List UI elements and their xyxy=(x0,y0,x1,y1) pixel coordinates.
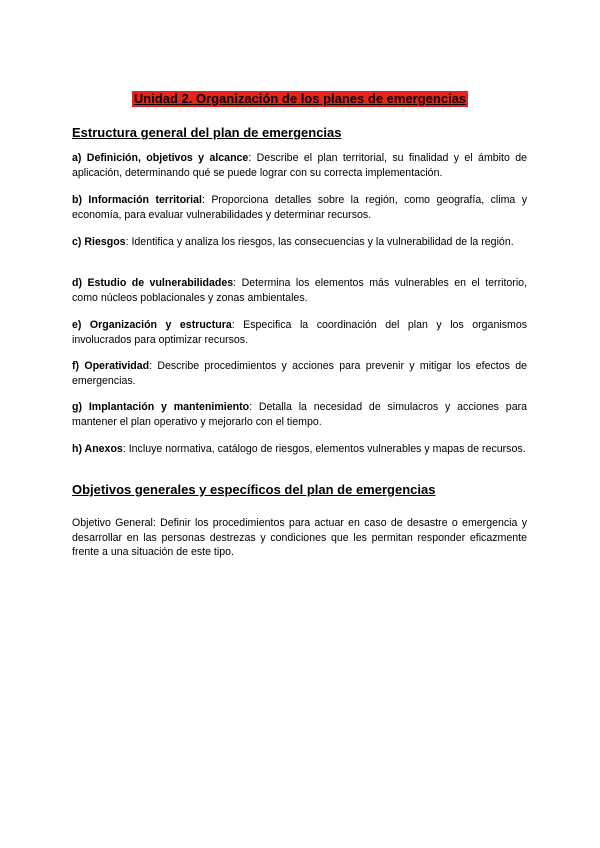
item-term: c) Riesgos xyxy=(72,236,126,248)
list-item: d) Estudio de vulnerabilidades: Determina los elementos más vulnerables en el territorio, como núcleos poblacionales y zonas ambientales. xyxy=(72,277,528,304)
item-term: e) Organización y estructura xyxy=(72,319,232,331)
section-heading-objectives: Objetivos generales y específicos del plan de emergencias xyxy=(72,482,436,497)
item-text: Describe procedimientos y acciones para prevenir y mitigar los efectos de emergencias. xyxy=(72,360,527,387)
item-term: a) Definición, objetivos y alcance xyxy=(72,152,249,164)
list-item: b) Información territorial: Proporciona detalles sobre la región, como geografía, clima y economía, para evaluar vulnerabilidades y determinar recursos. xyxy=(72,194,527,221)
item-text: Identifica y analiza los riesgos, las consecuencias y la vulnerabilidad de la región. xyxy=(131,236,514,248)
item-text: Describe el plan territorial, su finalidad y el ámbito de aplicación, determinando qué se puede lograr con su correcta implementación. xyxy=(72,152,528,179)
list-item: c) Riesgos: Identifica y analiza los riesgos, las consecuencias y la vulnerabilidad de la región. xyxy=(72,236,514,248)
item-term: d) Estudio de vulnerabilidades xyxy=(72,277,234,289)
page-title: Unidad 2. Organización de los planes de emergencias xyxy=(133,91,467,106)
objective-paragraph: Objetivo General: Definir los procedimientos para actuar en caso de desastre o emergencia y desarrollar en las personas destrezas y condiciones que les permitan responder eficazmente frente a una situación de este tipo. xyxy=(72,517,527,558)
item-term: f) Operatividad xyxy=(72,360,150,372)
list-item: e) Organización y estructura: Especifica la coordinación del plan y los organismos involucrados para optimizar recursos. xyxy=(72,319,528,346)
item-term: h) Anexos xyxy=(72,443,123,455)
item-term: b) Información territorial xyxy=(72,194,202,206)
section-heading-structure: Estructura general del plan de emergencias xyxy=(72,125,342,140)
list-item: a) Definición, objetivos y alcance: Describe el plan territorial, su finalidad y el ámbito de aplicación, determinando qué se puede lograr con su correcta implementación. xyxy=(72,152,528,179)
list-item: g) Implantación y mantenimiento: Detalla la necesidad de simulacros y acciones para mantener el plan operativo y mejorarlo con el tiempo. xyxy=(72,401,528,428)
item-text: Proporciona detalles sobre la región, como geografía, clima y economía, para evaluar vulnerabilidades y determinar recursos. xyxy=(72,194,527,221)
item-term: g) Implantación y mantenimiento xyxy=(72,401,250,413)
item-text: Determina los elementos más vulnerables en el territorio, como núcleos poblacionales y zonas ambientales. xyxy=(72,277,528,304)
item-text: Detalla la necesidad de simulacros y acciones para mantener el plan operativo y mejorarlo con el tiempo. xyxy=(72,401,528,428)
item-text: Especifica la coordinación del plan y los organismos involucrados para optimizar recursos. xyxy=(72,319,528,346)
list-item: f) Operatividad: Describe procedimientos y acciones para prevenir y mitigar los efectos de emergencias. xyxy=(72,360,527,387)
item-text: Incluye normativa, catálogo de riesgos, elementos vulnerables y mapas de recursos. xyxy=(128,443,526,455)
list-item: h) Anexos: Incluye normativa, catálogo de riesgos, elementos vulnerables y mapas de recursos. xyxy=(72,443,526,455)
